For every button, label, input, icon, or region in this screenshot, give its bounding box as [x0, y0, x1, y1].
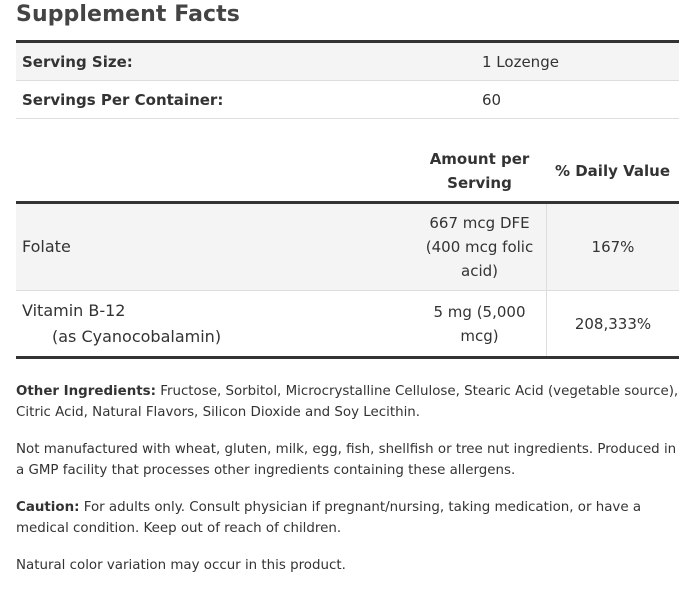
nutrient-name: Vitamin B-12 [22, 300, 126, 320]
nutrient-daily-value: 167% [591, 238, 635, 256]
nutrient-name-cell [16, 291, 413, 356]
color-variation-note: Natural color variation may occur in this product. [16, 558, 346, 573]
other-ingredients-label: Other Ingredients: [16, 384, 156, 399]
header-amount-per-serving: Amount per Serving [429, 150, 530, 192]
nutrient-daily-value: 208,333% [574, 314, 652, 333]
nutrient-table [16, 141, 679, 359]
serving-size-row [16, 43, 679, 81]
caution-text: For adults only. Consult physician if pregnant/nursing, taking medication, or have a medical condition. Keep out of reach of children. [16, 500, 642, 536]
caution-statement [16, 497, 681, 539]
nutrient-amount: 667 mcg DFE (400 mcg folic acid) [413, 204, 547, 290]
servings-per-container-value: 60 [482, 90, 502, 109]
serving-size-label: Serving Size: [22, 52, 133, 71]
allergen-statement: Not manufactured with wheat, gluten, milk, egg, fish, shellfish or tree nut ingredients. Produced in a GMP facility that processes other ingredients containing these allergens. [16, 442, 677, 478]
nutrient-name: Folate [22, 237, 71, 256]
caution-label: Caution: [16, 500, 80, 515]
nutrient-amount: 5 mg (5,000 mcg) [413, 291, 547, 356]
table-row-vitamin-b12 [16, 291, 679, 356]
header-nutrient-cell [16, 141, 413, 201]
serving-size-value: 1 Lozenge [482, 52, 559, 71]
header-daily-value: % Daily Value [554, 162, 670, 180]
serving-info [16, 40, 679, 119]
nutrient-name-cell [16, 204, 413, 290]
product-notes [16, 381, 681, 592]
nutrient-source: (as Cyanocobalamin) [52, 326, 222, 346]
table-header [16, 141, 679, 204]
table-row-folate [16, 204, 679, 291]
other-ingredients [16, 381, 681, 423]
page-title: Supplement Facts [16, 2, 240, 27]
other-ingredients-text: Fructose, Sorbitol, Microcrystalline Cellulose, Stearic Acid (vegetable source), Citric Acid, Natural Flavors, Silicon Dioxide and Soy Lecithin. [16, 384, 679, 420]
servings-per-container-label: Servings Per Container: [22, 90, 224, 109]
servings-per-container-row [16, 81, 679, 119]
